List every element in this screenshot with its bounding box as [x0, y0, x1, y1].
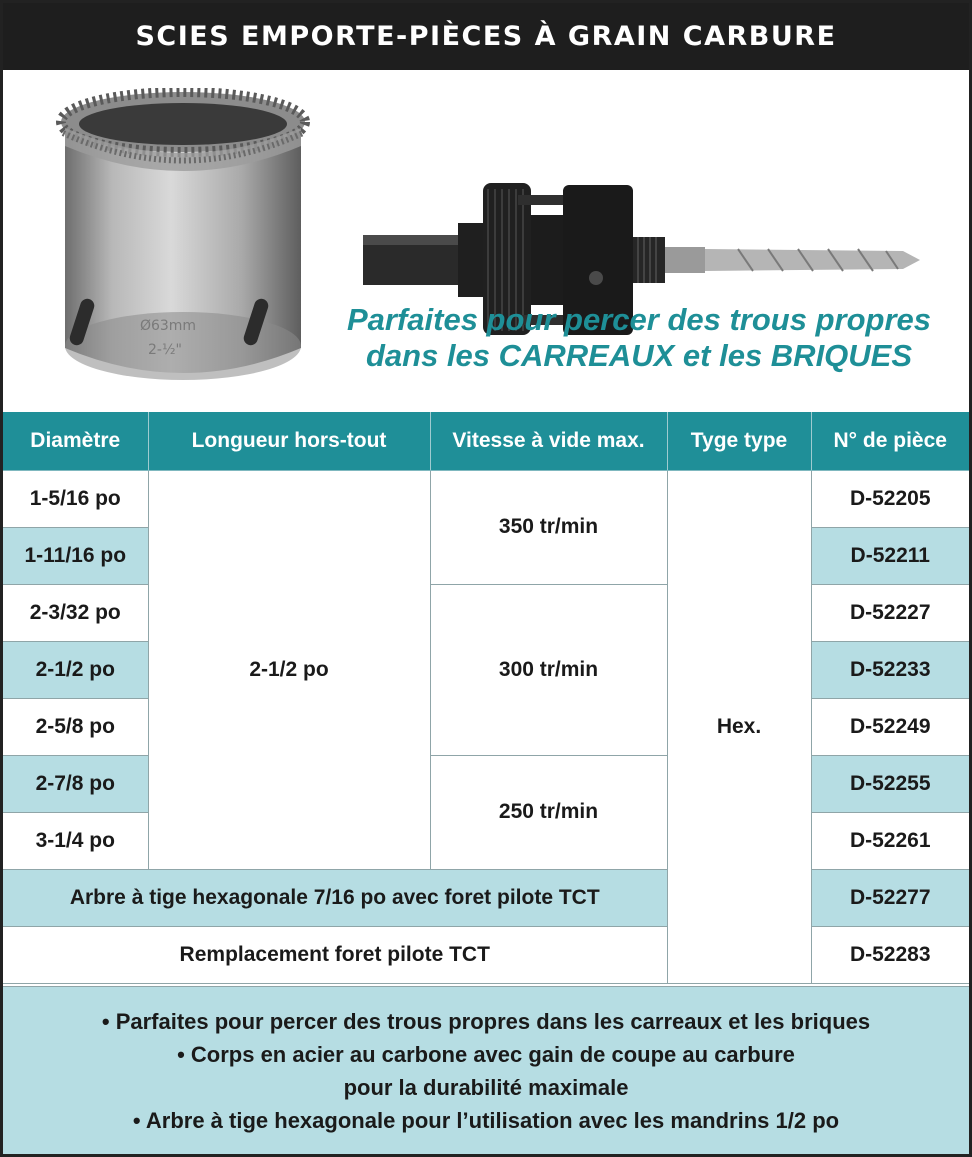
- feature-notes: [3, 986, 969, 1154]
- diameter-cell: 3-1/4 po: [3, 812, 148, 869]
- table-row: [3, 926, 969, 983]
- header-shank-type: Tyge type: [667, 412, 811, 470]
- part-number-cell: D-52205: [811, 470, 969, 527]
- part-number-cell: D-52227: [811, 584, 969, 641]
- part-number-cell: D-52255: [811, 755, 969, 812]
- part-number-cell: D-52211: [811, 527, 969, 584]
- diameter-cell: 2-7/8 po: [3, 755, 148, 812]
- diameter-cell: 2-5/8 po: [3, 698, 148, 755]
- part-number-cell: D-52233: [811, 641, 969, 698]
- tagline-line-1: Parfaites pour percer des trous propres: [346, 302, 932, 337]
- table-row: [3, 584, 969, 641]
- header-diameter: Diamètre: [3, 412, 148, 470]
- accessory-label-cell: Remplacement foret pilote TCT: [3, 926, 667, 983]
- overall-length-cell: 2-1/2 po: [148, 470, 430, 869]
- diameter-cell: 2-1/2 po: [3, 641, 148, 698]
- diameter-cell: 2-3/32 po: [3, 584, 148, 641]
- part-number-cell: D-52249: [811, 698, 969, 755]
- specs-table: [3, 412, 969, 984]
- page-title: SCIES EMPORTE-PIÈCES À GRAIN CARBURE: [3, 3, 969, 70]
- tagline: [321, 302, 957, 374]
- note-line: pour la durabilité maximale: [343, 1074, 629, 1100]
- hero-section: [3, 70, 969, 412]
- svg-text:Ø63mm: Ø63mm: [139, 318, 197, 334]
- diameter-cell: 1-5/16 po: [3, 470, 148, 527]
- header-overall-length: Longueur hors-tout: [148, 412, 430, 470]
- table-row: [3, 869, 969, 926]
- shank-type-cell: Hex.: [667, 470, 811, 983]
- svg-text:2-½": 2-½": [148, 342, 182, 358]
- table-row: [3, 470, 969, 527]
- speed-cell: 350 tr/min: [430, 470, 667, 584]
- note-line: • Arbre à tige hexagonale pour l’utilisation avec les mandrins 1/2 po: [132, 1107, 840, 1133]
- part-number-cell: D-52261: [811, 812, 969, 869]
- header-max-speed: Vitesse à vide max.: [430, 412, 667, 470]
- note-line: • Parfaites pour percer des trous propres dans les carreaux et les briques: [101, 1008, 871, 1034]
- part-number-cell: D-52283: [811, 926, 969, 983]
- speed-cell: 300 tr/min: [430, 584, 667, 755]
- part-number-cell: D-52277: [811, 869, 969, 926]
- table-row: [3, 755, 969, 812]
- tagline-line-2: dans les CARREAUX et les BRIQUES: [365, 338, 913, 373]
- accessory-label-cell: Arbre à tige hexagonale 7/16 po avec foret pilote TCT: [3, 869, 667, 926]
- table-header-row: [3, 412, 969, 470]
- header-part-number: N° de pièce: [811, 412, 969, 470]
- diameter-cell: 1-11/16 po: [3, 527, 148, 584]
- note-line: • Corps en acier au carbone avec gain de coupe au carbure: [177, 1041, 795, 1067]
- hole-saw-image: [53, 88, 313, 393]
- speed-cell: 250 tr/min: [430, 755, 667, 869]
